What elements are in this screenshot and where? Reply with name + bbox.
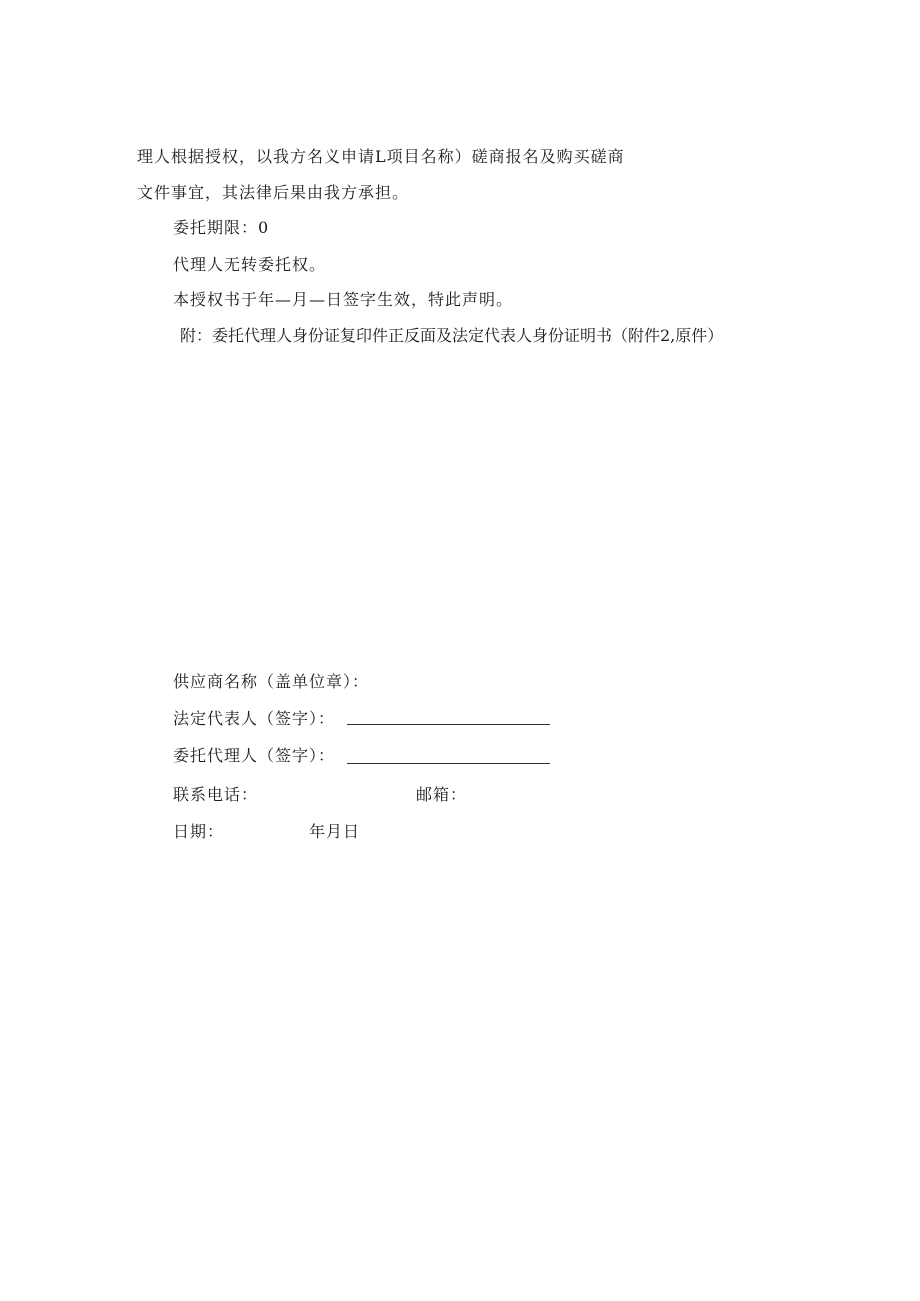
agent-signature-line[interactable] [347, 763, 550, 764]
entrust-period: 委托期限：0 [173, 218, 270, 237]
email-label: 邮箱： [416, 785, 468, 804]
effective-statement: 本授权书于年—月—日签字生效，特此声明。 [173, 290, 514, 309]
date-ymd: 年月日 [309, 822, 361, 841]
body-line-2: 文件事宜，其法律后果由我方承担。 [137, 183, 410, 202]
legal-rep-signature-line[interactable] [347, 724, 550, 725]
phone-label: 联系电话： [173, 785, 259, 804]
supplier-name-label: 供应商名称（盖单位章）： [173, 672, 370, 691]
date-label: 日期： [173, 822, 225, 841]
no-sub-delegation: 代理人无转委托权。 [173, 255, 327, 274]
legal-rep-label: 法定代表人（签字）： [173, 709, 336, 728]
body-line-1: 理人根据授权，以我方名义申请L项目名称）磋商报名及购买磋商 [137, 147, 625, 166]
attachment-note: 附：委托代理人身份证复印件正反面及法定代表人身份证明书（附件2,原件） [180, 326, 724, 345]
agent-label: 委托代理人（签字）： [173, 746, 336, 765]
